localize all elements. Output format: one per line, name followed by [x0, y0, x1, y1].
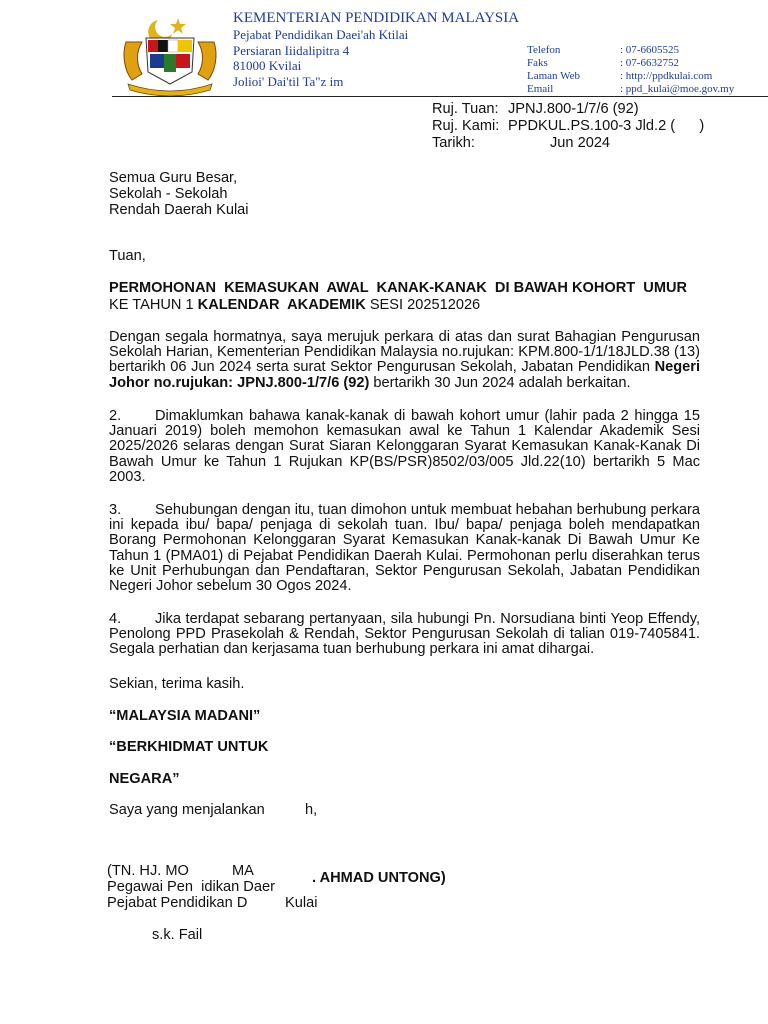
- p2-text: Dimaklumkan bahawa kanak-kanak di bawah kohort umur (lahir pada 2 hingga 15 Januari 2019) boleh memohon kemasukan awal ke Tahun 1 Kalendar Akademik Sesi 2025/2026 selaras dengan Surat Siaran Kelonggaran Syarat Kemasukan Kanak-Kanak Di Bawah Umur ke Tahun 1 Rujukan KP(BS/PSR)8502/03/005 Jld.22(10) bertarikh 5 Mac 2003.: [109, 408, 700, 485]
- slogan-berkhidmat-line-1: “BERKHIDMAT UNTUK: [109, 739, 269, 755]
- date-value: Jun 2024: [550, 135, 611, 151]
- contact-telefon-label: Telefon: [527, 44, 561, 56]
- address-line-3: Jolioi' Dai'til Ta"z im: [233, 74, 344, 89]
- contact-telefon-value: : 07-6605525: [620, 44, 679, 56]
- signatory-title-1: Pegawai Pen idikan Daer: [107, 879, 275, 895]
- signatory-name-part-a: (TN. HJ. MO: [107, 863, 189, 879]
- recipient-line-3: Rendah Daerah Kulai: [109, 202, 249, 218]
- ref-kami-label: Ruj. Kami:: [432, 118, 500, 134]
- subject-part-b: KALENDAR AKADEMIK: [197, 297, 366, 313]
- ref-kami-value: PPDKUL.PS.100-3 Jld.2 ( ): [508, 118, 705, 134]
- ref-tuan-value: JPNJ.800-1/7/6 (92): [508, 101, 639, 117]
- saya-menjalankan-end: h,: [305, 802, 318, 818]
- subject-line-1: PERMOHONAN KEMASUKAN AWAL KANAK-KANAK DI BAWAH KOHORT UMUR: [109, 280, 688, 296]
- salutation: Tuan,: [109, 248, 146, 264]
- contact-faks-label: Faks: [527, 57, 548, 69]
- p1-text-bold: Negeri Johor no.rujukan: JPNJ.800-1/7/6 (92): [109, 359, 700, 391]
- paragraph-2: [109, 409, 700, 485]
- contact-web-value[interactable]: : http://ppdkulai.com: [620, 70, 713, 82]
- header-divider: [112, 96, 768, 97]
- office-name: Pejabat Pendidikan Daei'ah Ktilai: [233, 27, 409, 42]
- p4-text: Jika terdapat sebarang pertanyaan, sila hubungi Pn. Norsudiana binti Yeop Effendy, Penolong PPD Prasekolah & Rendah, Sektor Pengurusan Sekolah di talian 019-7405841. Segala perhatian dan kerjasama tuan berhubung perkara ini amat dihargai.: [109, 611, 700, 658]
- slogan-malaysia-madani: “MALAYSIA MADANI”: [109, 708, 261, 724]
- p2-number: 2.: [109, 408, 122, 424]
- contact-faks-value: : 07-6632752: [620, 57, 679, 69]
- signatory-name-part-c: . AHMAD UNTONG): [312, 870, 446, 886]
- ref-tuan-label: Ruj. Tuan:: [432, 101, 499, 117]
- subject-part-a: KE TAHUN 1: [109, 297, 198, 313]
- malaysia-coat-of-arms-logo: [118, 14, 222, 96]
- paragraph-1: [109, 330, 700, 391]
- recipient-line-2: Sekolah - Sekolah: [109, 186, 228, 202]
- date-label: Tarikh:: [432, 135, 475, 151]
- contact-web-label: Laman Web: [527, 70, 580, 82]
- p4-number: 4.: [109, 611, 122, 627]
- subject-line-2: [109, 298, 480, 313]
- signatory-title-2b: Kulai: [285, 895, 318, 911]
- address-line-2: 81000 Kvilai: [233, 58, 302, 73]
- subject-part-c: SESI 202512026: [365, 297, 481, 313]
- contact-email-value[interactable]: : ppd_kulai@moe.gov.my: [620, 83, 735, 95]
- cc-file: s.k. Fail: [152, 927, 203, 943]
- paragraph-4: [109, 612, 700, 658]
- address-line-1: Persiaran Iiidalipitra 4: [233, 43, 350, 58]
- signatory-title-2a: Pejabat Pendidikan D: [107, 895, 248, 911]
- recipient-line-1: Semua Guru Besar,: [109, 170, 238, 186]
- signatory-name-part-b: MA: [232, 863, 254, 879]
- p3-text: Sehubungan dengan itu, tuan dimohon untuk membuat hebahan berhubung perkara ini kepada ibu/ bapa/ penjaga di sekolah tuan. Ibu/ bapa/ penjaga boleh mendapatkan Borang Permohonan Kelonggaran Syarat Kemasukan Kanak-kanak Di Bawah Umur Ke Tahun 1 (PMA01) di Pejabat Pendidikan Daerah Kulai. Permohonan perlu diserahkan terus ke Unit Perhubungan dan Pendaftaran, Sektor Pengurusan Sekolah, Jabatan Pendidikan Negeri Johor sebelum 30 Ogos 2024.: [109, 502, 700, 595]
- contact-email-label: Email: [527, 83, 554, 95]
- slogan-berkhidmat-line-2: NEGARA”: [109, 771, 180, 787]
- ministry-name: KEMENTERIAN PENDIDIKAN MALAYSIA: [233, 10, 520, 26]
- p1-text-a: Dengan segala hormatnya, saya merujuk perkara di atas dan surat Bahagian Pengurusan Sekolah Harian, Kementerian Pendidikan Malaysia no.rujukan: KPM.800-1/1/18JLD.38 (13) bertarikh 06 Jun 2024 serta surat Sektor Pengurusan Sekolah, Jabatan Pendidikan: [109, 329, 700, 376]
- p3-number: 3.: [109, 502, 122, 518]
- closing-thanks: Sekian, terima kasih.: [109, 676, 245, 692]
- p1-text-c: bertarikh 30 Jun 2024 adalah berkaitan.: [369, 374, 631, 391]
- saya-menjalankan: Saya yang menjalankan: [109, 802, 265, 818]
- paragraph-3: [109, 503, 700, 594]
